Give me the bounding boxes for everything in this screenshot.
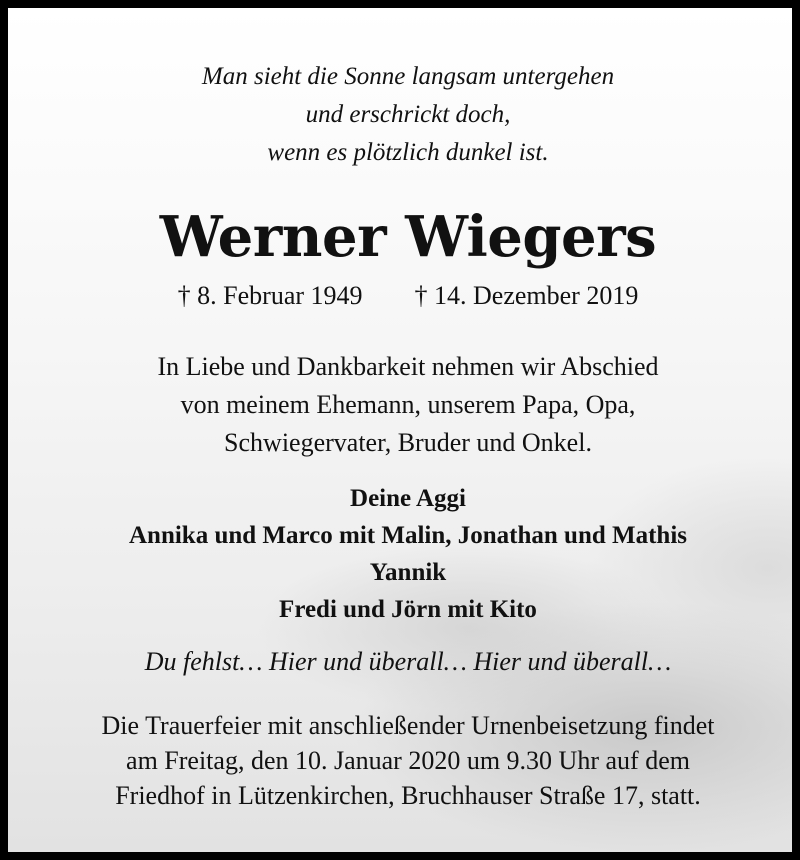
- mourner-line: Yannik: [369, 559, 447, 586]
- mourner-line: Annika und Marco mit Malin, Jonathan und Mathis: [129, 522, 687, 549]
- ceremony-line: Die Trauerfeier mit anschließender Urnenbeisetzung findet: [101, 711, 715, 740]
- birth-date: † 8. Februar 1949: [177, 281, 363, 310]
- farewell-text: [16, 348, 800, 462]
- quote-line: und erschrickt doch,: [305, 101, 511, 128]
- ceremony-line: am Freitag, den 10. Januar 2020 um 9.30 Uhr auf dem: [126, 746, 690, 775]
- death-date: † 14. Dezember 2019: [414, 281, 639, 310]
- deceased-name: Werner Wiegers: [159, 204, 657, 270]
- farewell-line: Schwiegervater, Bruder und Onkel.: [224, 428, 592, 457]
- quote-line: Man sieht die Sonne langsam untergehen: [201, 63, 615, 90]
- quote-line: wenn es plötzlich dunkel ist.: [267, 139, 549, 166]
- opening-quote: [16, 58, 800, 172]
- mourner-line: Fredi und Jörn mit Kito: [279, 596, 537, 623]
- mourner-line: Deine Aggi: [350, 485, 466, 512]
- life-dates: [16, 278, 800, 314]
- ceremony-line: Friedhof in Lützenkirchen, Bruchhauser Straße 17, statt.: [115, 781, 701, 810]
- farewell-line: von meinem Ehemann, unserem Papa, Opa,: [180, 390, 636, 419]
- mourners-list: [16, 480, 800, 628]
- closing-line: Du fehlst… Hier und überall… Hier und überall…: [144, 647, 672, 676]
- ceremony-info: [16, 708, 800, 813]
- farewell-line: In Liebe und Dankbarkeit nehmen wir Abschied: [157, 352, 659, 381]
